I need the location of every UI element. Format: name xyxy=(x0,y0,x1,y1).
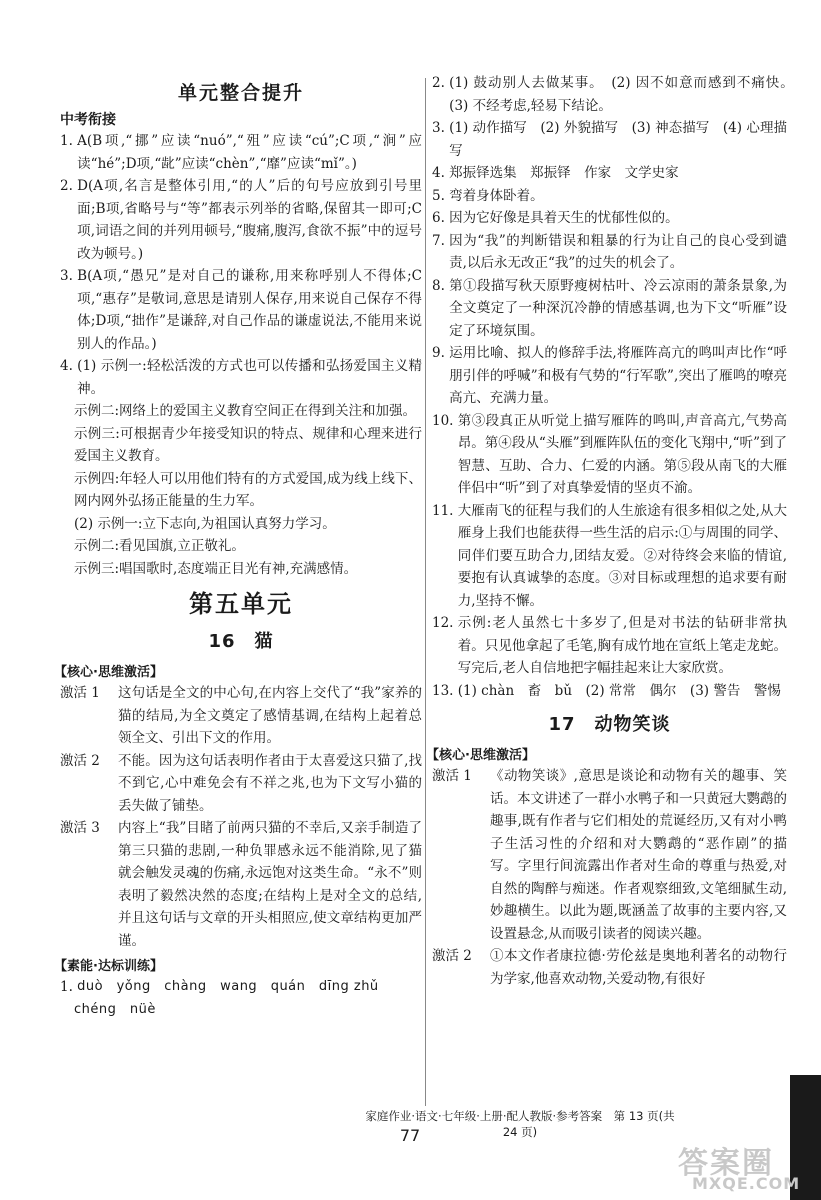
core-tag: 【核心·思维激活】 xyxy=(426,748,535,763)
answer-item: 5. 弯着身体卧着。 xyxy=(432,187,544,204)
answer-item: 8. 第①段描写秋天原野瘦树枯叶、冷云凉雨的萧条景象,为全文奠定了一种深沉冷静的情感基调,也为下文“听雁”设定了环境氛围。 xyxy=(432,277,787,339)
activation-item: 激活 3 内容上“我”目睹了前两只猫的不幸后,又亲手制造了第三只猫的悲剧,一种负罪感永远不能消除,见了猫就会触发灵魂的伤痛,永远饱对这类生命。“永不”则表明了毅然决然的态度;在结构上是对全文的总结,并且这句话与文章的开头相照应,使文章结构更加严谨。 xyxy=(60,820,422,949)
answer-line: 示例四:年轻人可以用他们特有的方式爱国,成为线上线下、网内网外弘扬正能量的生力军。 xyxy=(74,470,422,509)
answer-line: 示例三:唱国歌时,态度端正目光有神,充满感情。 xyxy=(74,560,358,577)
answer-item: 10. 第③段真正从听觉上描写雁阵的鸣叫,声音高亢,气势高昂。第④段从“头雁”到雁阵队伍的变化飞翔中,“听”到了智慧、互助、合力、仁爱的内涵。第⑤段从南飞的大雁伴侣中“听”到了对真挚爱情的坚贞不渝。 xyxy=(432,412,787,496)
answer-item: 3. B(A项,“愚兄”是对自己的谦称,用来称呼别人不得体;C项,“惠存”是敬词,意思是请别人保存,用来说自己保存不得体;D项,“拙作”是谦辞,对自己作品的谦虚说法,不能用来说别人的作品。) xyxy=(60,268,422,352)
watermark-text: 答案圈 xyxy=(678,1146,774,1181)
answer-line: chéng nüè xyxy=(74,1001,156,1017)
right-column xyxy=(426,72,801,990)
answer-item: 1. A(B项,“挪”应读“nuó”,“殂”应读“cú”;C项,“涧”应读“hé”;D项,“龀”应读“chèn”,“靡”应读“mǐ”。) xyxy=(60,133,422,172)
lesson-title: 17 动物笑谈 xyxy=(548,714,671,735)
answer-item: 4. 郑振铎选集 郑振铎 作家 文学史家 xyxy=(432,165,679,181)
answer-item: 3. (1) 动作描写 (2) 外貌描写 (3) 神态描写 (4) 心理描写 xyxy=(432,120,787,159)
answer-item: 6. 因为它好像是具着天生的忧郁性似的。 xyxy=(432,210,679,226)
answer-item: 9. 运用比喻、拟人的修辞手法,将雁阵高亢的鸣叫声比作“呼朋引伴的呼喊”和极有气势的“行军歌”,突出了雁鸣的嘹亮高亢、充满力量。 xyxy=(432,345,787,406)
left-column xyxy=(54,72,422,1021)
watermark-url: MXQE.COM xyxy=(692,1174,801,1193)
unit-title: 第五单元 xyxy=(189,590,293,618)
activation-item: 激活 1 《动物笑谈》,意思是谈论和动物有关的趣事、笑话。本文讲述了一群小水鸭子和一只黄冠大鹦鹉的趣事,既有作者与它们相处的荒诞经历,又有对小鸭子生活习性的介绍和对大鹦鹉的“恶作剧”的描写。字里行间流露出作者对生命的尊重与热爱,对自然的陶醉与痴迷。作者观察细致,文笔细腻生动,妙趣横生。以此为题,既涵盖了故事的主要内容,又设置悬念,从而吸引读者的阅读兴趣。 xyxy=(432,768,787,942)
lesson-title: 16 猫 xyxy=(208,631,274,652)
answer-line: 示例二:网络上的爱国主义教育空间正在得到关注和加强。 xyxy=(74,403,417,419)
answer-item: 2. (1) 鼓动别人去做某事。 (2) 因不如意而感到不痛快。 (3) 不经考虑,轻易下结论。 xyxy=(432,75,801,114)
page-number: 77 xyxy=(399,1126,421,1145)
answer-item: 7. 因为“我”的判断错误和粗暴的行为让自己的良心受到谴责,以后永无改正“我”的过失的机会了。 xyxy=(432,232,787,271)
column-divider xyxy=(425,78,426,1106)
answer-item: 12. 示例:老人虽然七十多岁了,但是对书法的钻研非常执着。只见他拿起了毛笔,胸有成竹地在宣纸上笔走龙蛇。写完后,老人自信地把字幅挂起来让大家欣赏。 xyxy=(432,615,787,676)
watermark-logo xyxy=(668,1138,818,1198)
activation-item: 激活 2 ①本文作者康拉德·劳伦兹是奥地利著名的动物行为学家,他喜欢动物,关爱动物,有很好 xyxy=(432,948,787,987)
answer-item: 11. 大雁南飞的征程与我们的人生旅途有很多相似之处,从大雁身上我们也能获得一些生活的启示:①与周围的同学、同伴们要互助合力,团结友爱。②对待终会来临的情谊,要抱有认真诚挚的态度。③对目标或理想的追求要有耐力,坚持不懈。 xyxy=(432,502,787,609)
activation-item: 激活 2 不能。因为这句话表明作者由于太喜爱这只猫了,找不到它,心中难免会有不祥之兆,也为下文写小猫的丢失做了铺垫。 xyxy=(60,752,422,814)
answer-item: 2. D(A项,名言是整体引用,“的人”后的句号应放到引号里面;B项,省略号与“等”都表示列举的省略,保留其一即可;C项,词语之间的并列用顿号,“腹痛,腹泻,食欲不振”中的逗号改为顿号。) xyxy=(60,178,422,262)
answer-item: 4. (1) 示例一:轻松活泼的方式也可以传播和弘扬爱国主义精神。 xyxy=(60,358,422,397)
answer-line: (2) 示例一:立下志向,为祖国认真努力学习。 xyxy=(74,515,336,532)
core-tag: 【核心·思维激活】 xyxy=(54,665,163,680)
section-title: 单元整合提升 xyxy=(177,82,304,104)
training-tag: 【素能·达标训练】 xyxy=(54,959,163,974)
answer-item: 13. (1) chàn 畜 bǔ (2) 常常 偶尔 (3) 警告 警惕 xyxy=(432,682,781,699)
answer-line: 示例三:可根据青少年接受知识的特点、规律和心理来进行爱国主义教育。 xyxy=(74,425,422,464)
answer-line: 示例二:看见国旗,立正敬礼。 xyxy=(74,538,245,554)
answer-item: 1. duò yǒng chàng wang quán dīng zhǔ xyxy=(60,979,379,995)
zhongkao-heading: 中考衔接 xyxy=(60,112,116,128)
activation-item: 激活 1 这句话是全文的中心句,在内容上交代了“我”家养的猫的结局,为全文奠定了感情基调,在结构上起着总领全文、引出下文的作用。 xyxy=(60,685,422,746)
page-footer: 家庭作业·语文·七年级·上册·配人教版·参考答案 第 13 页(共 24 页) xyxy=(365,1109,675,1139)
